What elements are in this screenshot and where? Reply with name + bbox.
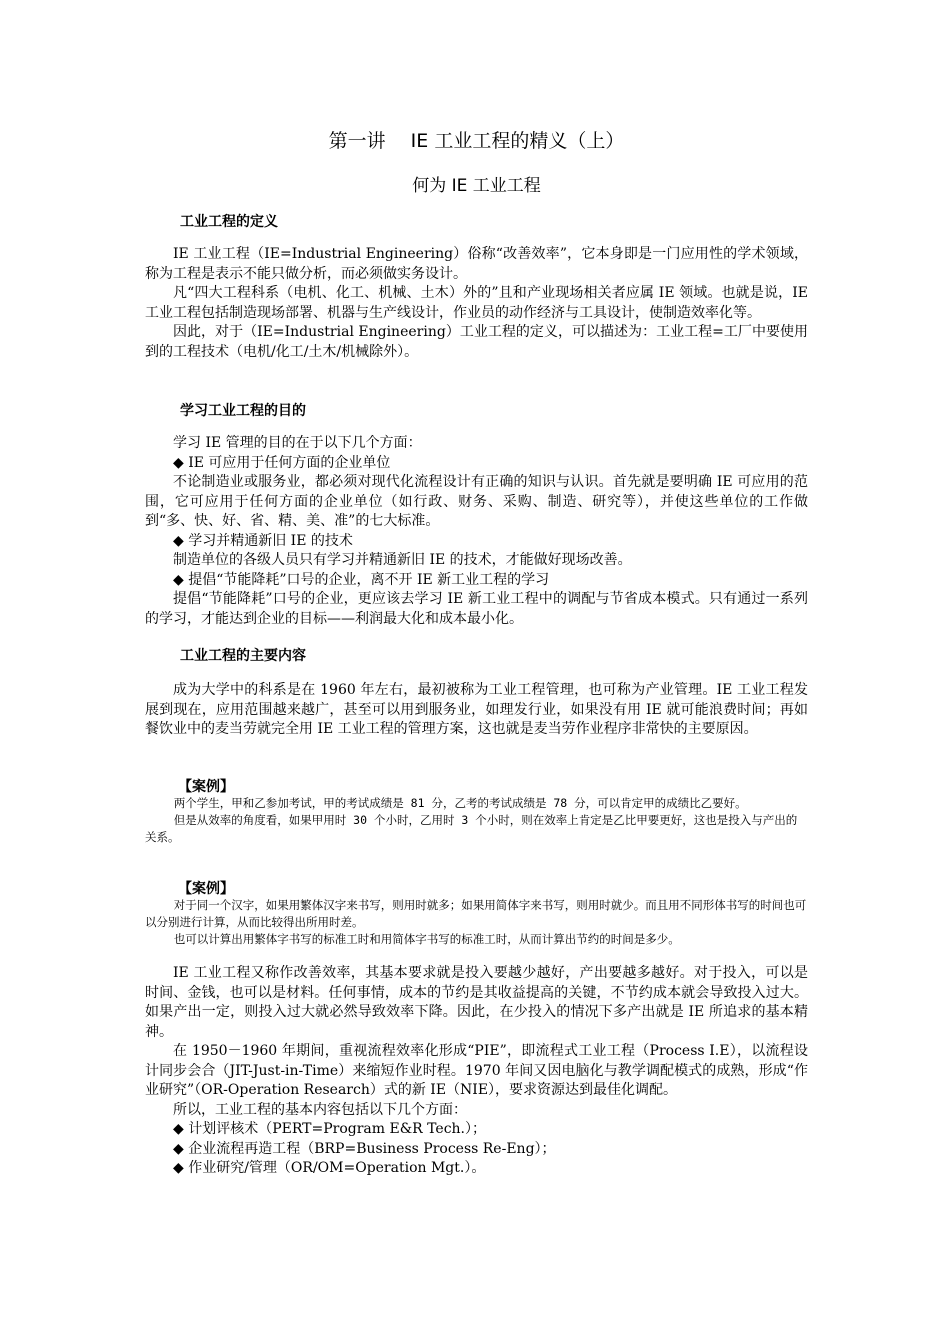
case-paragraph: 也可以计算出用繁体字书写的标准工时和用简体字书写的标准工时，从而计算出节约的时间是多少。 xyxy=(173,932,680,946)
case-body xyxy=(145,795,808,846)
paragraph: IE 工业工程又称作改善效率，其基本要求就是投入要越少越好，产出要越多越好。对于投入，可以是时间、金钱，也可以是材料。任何事情，成本的节约是其收益提高的关键，不节约成本就会导致投入过大。如果产出一定，则投入过大就必然导致效率下降。因此，在少投入的情况下多产出就是 IE 所追求的基本精神。 xyxy=(145,965,808,1040)
document-title: 第一讲 IE 工业工程的精义（上） xyxy=(328,130,625,152)
bullet-item: ◆ 企业流程再造工程（BRP=Business Process Re-Eng）； xyxy=(173,1140,556,1157)
section-heading-content: 工业工程的主要内容 xyxy=(180,648,306,664)
paragraph: 成为大学中的科系是在 1960 年左右，最初被称为工业工程管理，也可称为产业管理。IE 工业工程发展到现在，应用范围越来越广，甚至可以用到服务业，如理发行业，如果没有用 IE 就可能浪费时间；再如餐饮业中的麦当劳就完全用 IE 工业工程的管理方案，这也就是麦当劳作业程序非常快的主要原因。 xyxy=(145,682,808,737)
paragraph: 制造单位的各级人员只有学习并精通新旧 IE 的技术，才能做好现场改善。 xyxy=(173,552,632,568)
paragraph: IE 工业工程（IE=Industrial Engineering）俗称“改善效率”，它本身即是一门应用性的学术领域，称为工程是表示不能只做分析，而必须做实务设计。 xyxy=(145,246,808,282)
bullet-item: ◆ 作业研究/管理（OR/OM=Operation Mgt.）。 xyxy=(173,1160,486,1176)
case-paragraph: 对于同一个汉字，如果用繁体汉字来书写，则用时就多；如果用简体字来书写，则用时就少。而且用不同形体书写的时间也可以分别进行计算，从而比较得出所用时差。 xyxy=(145,898,807,929)
document-subtitle: 何为 IE 工业工程 xyxy=(412,176,541,196)
section-body-definition xyxy=(145,245,808,362)
paragraph: 提倡“节能降耗”口号的企业，更应该去学习 IE 新工业工程中的调配与节省成本模式。只有通过一系列的学习，才能达到企业的目标——利润最大化和成本最小化。 xyxy=(145,591,808,627)
paragraph: 在 1950－1960 年期间，重视流程效率化形成“PIE”，即流程式工业工程（Process I.E），以流程设计同步会合（JIT-Just-in-Time）来缩短作业时程。1970 年间又因电脑化与教学调配模式的成熟，形成“作业研究”（OR-Operation Research）式的新 IE（NIE），要求资源达到最佳化调配。 xyxy=(145,1043,808,1098)
paragraph: 学习 IE 管理的目的在于以下几个方面： xyxy=(173,435,422,451)
paragraph: 因此，对于（IE=Industrial Engineering）工业工程的定义，可以描述为：工业工程=工厂中要使用到的工程技术（电机/化工/土木/机械除外）。 xyxy=(145,324,808,360)
case-paragraph: 但是从效率的角度看，如果甲用时 30 个小时，乙用时 3 个小时，则在效率上肯定是乙比甲要更好，这也是投入与产出的关系。 xyxy=(145,813,798,844)
case-paragraph: 两个学生，甲和乙参加考试，甲的考试成绩是 81 分，乙考的考试成绩是 78 分，可以肯定甲的成绩比乙要好。 xyxy=(173,796,747,810)
bullet-item: ◆ 学习并精通新旧 IE 的技术 xyxy=(173,532,353,549)
section-body-purpose xyxy=(145,434,808,629)
case-heading: 【案例】 xyxy=(178,881,234,897)
paragraph: 不论制造业或服务业，都必须对现代化流程设计有正确的知识与认识。首先就是要明确 IE 可应用的范围，它可应用于任何方面的企业单位（如行政、财务、采购、制造、研究等），并使这些单位的工作做到“多、快、好、省、精、美、准”的七大标准。 xyxy=(145,474,808,529)
case-body xyxy=(145,897,808,948)
section-heading-purpose: 学习工业工程的目的 xyxy=(180,403,306,419)
section-heading-definition: 工业工程的定义 xyxy=(180,214,278,230)
bullet-item: ◆ 提倡“节能降耗”口号的企业，离不开 IE 新工业工程的学习 xyxy=(173,571,550,588)
bullet-item: ◆ IE 可应用于任何方面的企业单位 xyxy=(173,454,391,471)
bullet-item: ◆ 计划评核术（PERT=Program E&R Tech.）； xyxy=(173,1121,487,1137)
case-heading: 【案例】 xyxy=(178,779,234,795)
paragraph: 所以，工业工程的基本内容包括以下几个方面： xyxy=(173,1101,467,1118)
section-body-summary xyxy=(145,964,808,1179)
paragraph: 凡“四大工程科系（电机、化工、机械、土木）外的”且和产业现场相关者应属 IE 领域。也就是说，IE 工业工程包括制造现场部署、机器与生产线设计，作业员的动作经济与工具设计，使制造效率化等。 xyxy=(145,285,808,321)
section-body-content xyxy=(145,681,808,740)
